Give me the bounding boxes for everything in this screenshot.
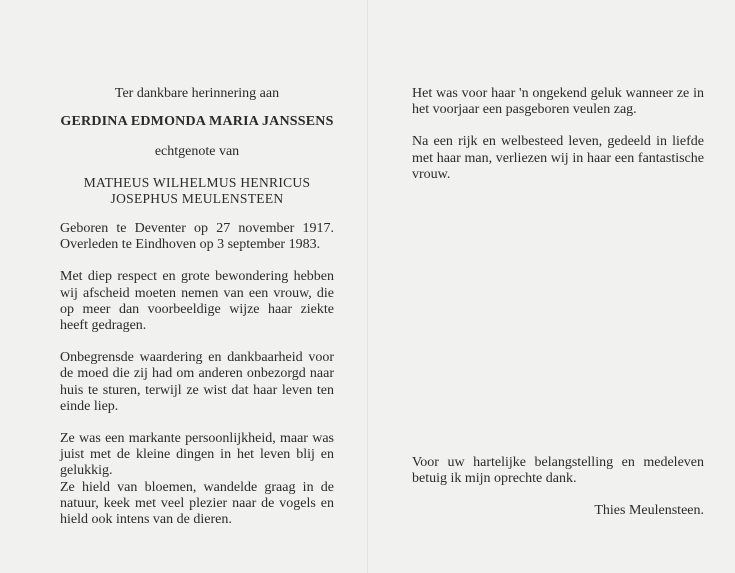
deceased-name: GERDINA EDMONDA MARIA JANSSENS [60,114,334,130]
paragraph-nature: Ze hield van bloemen, wandelde graag in de natuur, keek met veel plezier naar de vogels en hield ook intens van de dieren. [60,479,334,528]
signature: Thies Meulensteen. [594,503,704,519]
paragraph-life: Na een rijk en welbesteed leven, gedeeld in liefde met haar man, verliezen wij in haar een fantastische vrouw. [412,134,704,182]
right-column [412,86,704,183]
thanks-text: Voor uw hartelijke belangstelling en medeleven betuig ik mijn oprechte dank. [412,455,704,487]
closing-block [412,455,704,520]
paragraph-personality: Ze was een markante persoonlijkheid, maar was juist met de kleine dingen in het leven blij en gelukkig. [60,431,334,479]
card-fold [367,0,368,573]
paragraph-gratitude: Onbegrensde waardering en dankbaarheid voor de moed die zij had om anderen onbezorgd naar huis te sturen, terwijl ze wist dat haar leven ten einde liep. [60,350,334,414]
spouse-name-line1: MATHEUS WILHELMUS HENRICUS [83,174,311,190]
spouse-name [60,175,334,207]
paragraph-respect: Met diep respect en grote bewondering hebben wij afscheid moeten nemen van een vrouw, die op meer dan voorbeeldige wijze haar ziekte heeft gedragen. [60,269,334,334]
spouse-label: echtgenote van [154,144,240,160]
left-column [60,86,334,528]
paragraph-foal: Het was voor haar 'n ongekend geluk wanneer ze in het voorjaar een pasgeboren veulen zag. [412,86,704,118]
spouse-name-line2: JOSEPHUS MEULENSTEEN [110,190,284,206]
birth-death-dates: Geboren te Deventer op 27 november 1917. Overleden te Eindhoven op 3 september 1983. [60,221,334,253]
intro-text: Ter dankbare herinnering aan [114,86,280,101]
